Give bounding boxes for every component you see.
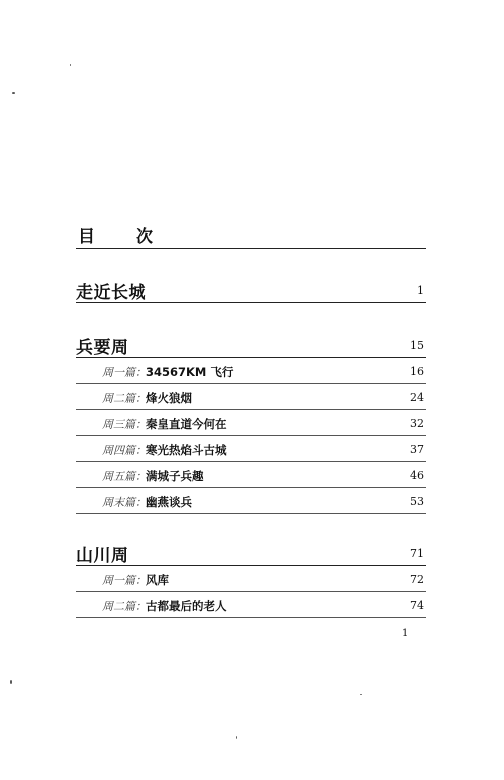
entry-page-number: 32 <box>410 417 424 430</box>
section-shanchuan-zhou <box>76 539 426 618</box>
entry-page-number: 72 <box>410 573 424 586</box>
section-title: 走近长城 <box>76 283 146 303</box>
scan-speck <box>360 694 362 695</box>
entry-prefix: 周四篇： <box>102 444 146 457</box>
section-title: 兵要周 <box>76 338 129 358</box>
scan-speck <box>70 64 71 66</box>
section-heading <box>76 276 426 303</box>
scan-speck <box>10 680 12 684</box>
entry-title: 烽火狼烟 <box>146 391 192 405</box>
entry-text <box>102 442 227 458</box>
entry-page-number: 16 <box>410 365 424 378</box>
entry-text <box>102 364 233 380</box>
entry-title: 34567KM 飞行 <box>146 365 234 379</box>
entry-title: 幽燕谈兵 <box>146 495 192 509</box>
entry-text <box>102 494 192 510</box>
toc-entry <box>76 462 426 488</box>
entry-prefix: 周二篇： <box>102 392 146 405</box>
entry-page-number: 24 <box>410 391 424 404</box>
entry-title: 风库 <box>146 573 169 587</box>
entry-page-number: 53 <box>410 495 424 508</box>
entry-page-number: 74 <box>410 599 424 612</box>
toc-entry <box>76 592 426 618</box>
entry-prefix: 周末篇： <box>102 496 146 509</box>
toc-entry <box>76 358 426 384</box>
entry-title: 秦皇直道今何在 <box>146 417 227 431</box>
entry-text <box>102 416 227 432</box>
entry-prefix: 周三篇： <box>102 418 146 431</box>
toc-entry <box>76 436 426 462</box>
scan-speck <box>12 92 15 94</box>
toc-entry <box>76 566 426 592</box>
entry-text <box>102 390 192 406</box>
scan-speck <box>236 736 237 739</box>
entry-prefix: 周一篇： <box>102 366 146 379</box>
entry-text <box>102 468 204 484</box>
toc-entry <box>76 488 426 514</box>
entry-page-number: 46 <box>410 469 424 482</box>
toc-heading-char-1: 目 <box>78 227 96 247</box>
section-title: 山川周 <box>76 546 129 566</box>
entry-title: 古都最后的老人 <box>146 599 227 613</box>
toc-entry <box>76 384 426 410</box>
section-heading <box>76 539 426 566</box>
page-folio: 1 <box>402 628 409 639</box>
entry-prefix: 周五篇： <box>102 470 146 483</box>
section-page-number: 15 <box>410 339 424 352</box>
entry-prefix: 周二篇： <box>102 600 146 613</box>
section-heading <box>76 331 426 358</box>
section-zoujin-changcheng <box>76 276 426 303</box>
entry-title: 寒光热焰斗古城 <box>146 443 227 457</box>
entry-text <box>102 598 227 614</box>
entry-title: 满城子兵趣 <box>146 469 204 483</box>
section-page-number: 1 <box>417 284 424 297</box>
entry-prefix: 周一篇： <box>102 574 146 587</box>
entry-page-number: 37 <box>410 443 424 456</box>
section-page-number: 71 <box>410 547 424 560</box>
toc-heading-char-2: 次 <box>136 227 154 247</box>
entry-text <box>102 572 169 588</box>
toc-entry <box>76 410 426 436</box>
section-bingyao-zhou <box>76 331 426 514</box>
toc-heading <box>76 222 426 249</box>
